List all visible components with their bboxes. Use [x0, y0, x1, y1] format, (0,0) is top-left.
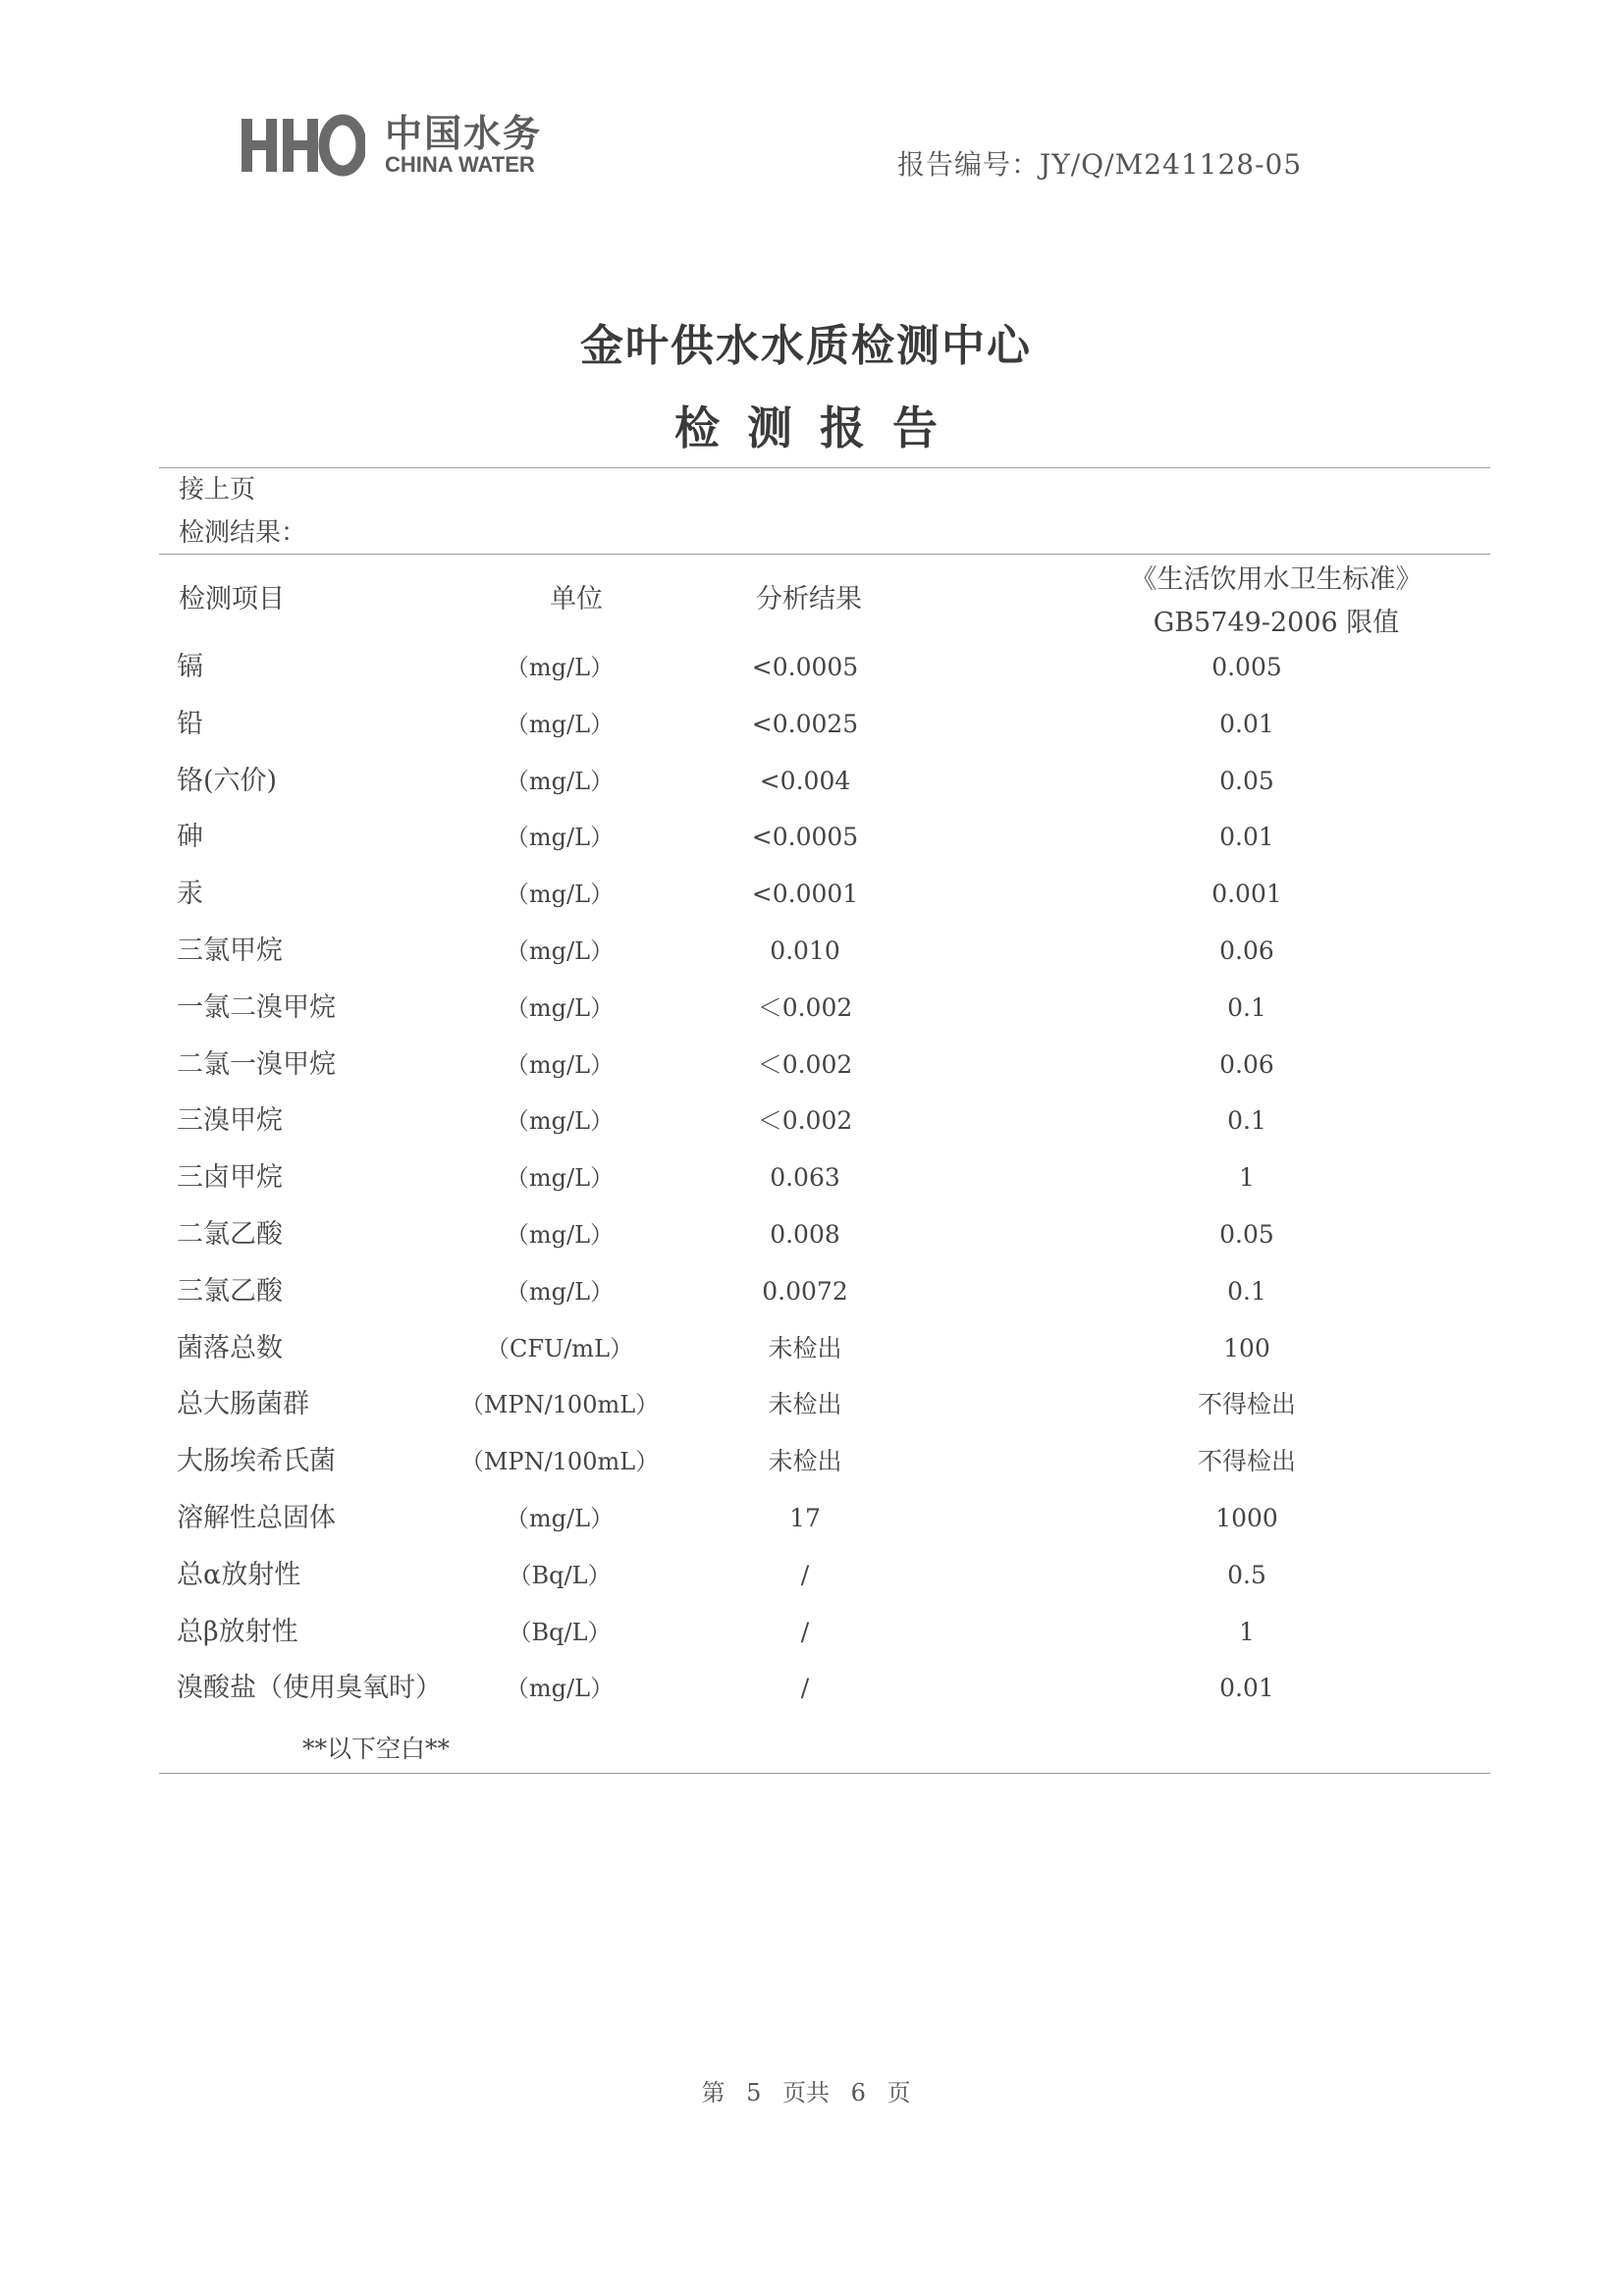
column-header-limit-standard: 《生活饮用水卫生标准》 [1130, 564, 1423, 595]
column-header-item: 检测项目 [179, 584, 285, 614]
hho-logo-icon [240, 113, 365, 178]
row-unit: （mg/L） [505, 767, 615, 795]
row-unit: （mg/L） [505, 1107, 615, 1136]
row-item: 铬(六价) [177, 765, 278, 796]
row-unit: （mg/L） [505, 936, 615, 965]
row-item: 三氯甲烷 [177, 934, 283, 966]
row-item: 大肠埃希氏菌 [177, 1446, 336, 1477]
bottom-divider [159, 1773, 1490, 1774]
row-limit: 100 [1223, 1333, 1270, 1362]
row-limit: 不得检出 [1197, 1447, 1296, 1476]
table-row [0, 875, 1612, 932]
row-result: 未检出 [768, 1390, 842, 1419]
row-limit: 0.05 [1219, 766, 1274, 795]
table-row [0, 1158, 1612, 1215]
row-item: 总β放射性 [177, 1616, 298, 1647]
company-logo [240, 106, 542, 185]
row-result: 0.010 [770, 935, 840, 965]
row-unit: （mg/L） [505, 881, 615, 909]
column-header-unit: 单位 [550, 584, 603, 614]
row-limit: 0.06 [1219, 1049, 1274, 1079]
row-item: 三溴甲烷 [177, 1105, 283, 1137]
row-item: 砷 [177, 822, 203, 853]
row-item: 铅 [177, 708, 203, 739]
row-unit: （mg/L） [505, 654, 615, 681]
table-row [0, 762, 1612, 819]
table-row [0, 1045, 1612, 1102]
row-limit: 不得检出 [1197, 1390, 1296, 1419]
row-limit: 1000 [1215, 1503, 1278, 1532]
row-limit: 1 [1239, 1617, 1255, 1646]
table-row [0, 1556, 1612, 1613]
row-result: 17 [789, 1503, 821, 1532]
row-result: / [800, 1560, 810, 1589]
row-limit: 0.01 [1219, 1674, 1274, 1703]
table-row [0, 1669, 1612, 1726]
row-result: <0.0005 [751, 653, 859, 681]
row-unit: （mg/L） [505, 824, 615, 852]
row-limit: 0.005 [1211, 653, 1282, 681]
report-title: 检测报告 [674, 401, 965, 454]
table-row [0, 648, 1612, 705]
table-row [0, 1442, 1612, 1499]
row-result: <0.0005 [751, 823, 859, 852]
row-limit: 0.01 [1219, 823, 1274, 852]
row-item: 镉 [177, 652, 203, 682]
row-item: 二氯乙酸 [177, 1218, 283, 1250]
row-item: 一氯二溴甲烷 [177, 991, 336, 1023]
row-item: 溶解性总固体 [177, 1502, 336, 1533]
row-unit: （CFU/mL） [485, 1334, 634, 1362]
row-result: ＜0.002 [757, 1049, 853, 1079]
table-row [0, 1101, 1612, 1158]
row-item: 菌落总数 [177, 1332, 283, 1363]
row-item: 三卤甲烷 [177, 1162, 283, 1194]
row-item: 汞 [177, 879, 203, 910]
row-unit: （Bq/L） [508, 1618, 612, 1646]
row-item: 溴酸盐（使用臭氧时） [177, 1673, 442, 1704]
row-limit: 0.06 [1219, 935, 1274, 965]
row-result: / [800, 1674, 810, 1703]
row-result: <0.0025 [751, 709, 859, 738]
row-result: 0.008 [770, 1219, 840, 1249]
row-result: / [800, 1617, 810, 1646]
results-table [0, 648, 1612, 1726]
table-row [0, 1499, 1612, 1556]
column-header-limit-code: GB5749-2006 限值 [1153, 608, 1400, 638]
row-unit: （mg/L） [505, 1050, 615, 1079]
row-result: 未检出 [768, 1447, 842, 1476]
row-item: 总α放射性 [177, 1559, 301, 1590]
row-result: 0.063 [770, 1163, 840, 1193]
row-unit: （MPN/100mL） [459, 1448, 660, 1476]
row-limit: 0.01 [1219, 709, 1274, 738]
row-limit: 0.001 [1211, 880, 1282, 909]
table-row [0, 1385, 1612, 1442]
column-header-result: 分析结果 [756, 584, 862, 614]
table-row [0, 818, 1612, 875]
continued-label: 接上页 [179, 475, 256, 505]
table-row [0, 1215, 1612, 1272]
row-limit: 0.1 [1227, 1106, 1266, 1136]
row-limit: 0.1 [1227, 992, 1266, 1022]
row-item: 二氯一溴甲烷 [177, 1048, 336, 1080]
row-unit: （mg/L） [505, 1220, 615, 1249]
row-limit: 1 [1239, 1163, 1255, 1193]
end-of-table-note: **以下空白** [302, 1735, 451, 1763]
row-limit: 0.1 [1227, 1276, 1266, 1306]
row-unit: （mg/L） [505, 1504, 615, 1532]
row-result: ＜0.002 [757, 1106, 853, 1136]
row-result: ＜0.002 [757, 992, 853, 1022]
table-row [0, 1329, 1612, 1386]
header-divider [159, 554, 1490, 555]
row-result: 未检出 [768, 1333, 842, 1362]
table-row [0, 932, 1612, 988]
results-label: 检测结果： [179, 518, 307, 548]
row-item: 三氯乙酸 [177, 1275, 283, 1307]
logo-text [385, 114, 542, 177]
row-unit: （mg/L） [505, 993, 615, 1022]
row-limit: 0.05 [1219, 1219, 1274, 1249]
logo-en-text: CHINA WATER [385, 152, 535, 177]
row-limit: 0.5 [1227, 1560, 1266, 1589]
top-divider [159, 467, 1490, 468]
row-unit: （mg/L） [505, 710, 615, 738]
table-row [0, 1272, 1612, 1329]
row-unit: （MPN/100mL） [459, 1391, 660, 1419]
center-name: 金叶供水水质检测中心 [580, 321, 1032, 371]
row-result: <0.004 [759, 766, 851, 795]
table-row [0, 988, 1612, 1045]
row-item: 总大肠菌群 [177, 1389, 309, 1420]
table-row [0, 705, 1612, 762]
report-number: 报告编号：JY/Q/M241128-05 [897, 148, 1303, 181]
row-result: <0.0001 [751, 880, 859, 909]
page-footer: 第 5 页共 6 页 [701, 2079, 911, 2107]
table-row [0, 1613, 1612, 1670]
row-unit: （Bq/L） [508, 1561, 612, 1589]
row-result: 0.0072 [762, 1276, 848, 1306]
logo-cn-text: 中国水务 [385, 112, 543, 155]
row-unit: （mg/L） [505, 1164, 615, 1193]
row-unit: （mg/L） [505, 1277, 615, 1306]
row-unit: （mg/L） [505, 1675, 615, 1703]
